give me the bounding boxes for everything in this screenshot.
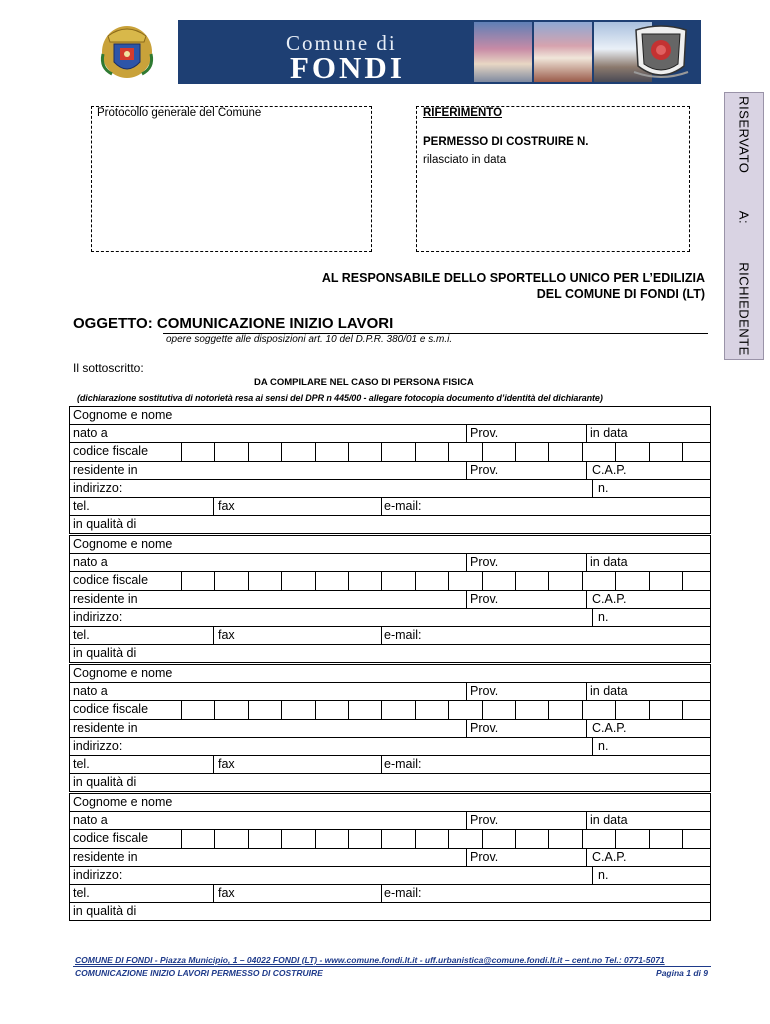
cap-label: C.A.P. [592,462,627,477]
tax-code-cell[interactable] [548,443,582,460]
tax-code-cell[interactable] [615,572,649,589]
tax-code-cell[interactable] [582,572,616,589]
cell-divider [592,867,593,884]
cell-divider [586,812,587,829]
tax-code-cell[interactable] [482,572,516,589]
tax-code-cell[interactable] [482,830,516,847]
fax-label: fax [218,627,235,642]
cell-divider [586,849,587,866]
tel-label: tel. [73,756,90,771]
tax-code-cell[interactable] [315,572,349,589]
address-row [70,608,710,626]
footer-contact: COMUNE DI FONDI - Piazza Municipio, 1 – 04022 FONDI (LT) - www.comune.fondi.lt.it - uff.urbanistica@comune.fondi.lt.it – cent.no Tel.: 0771-5071 [75,955,665,965]
name-label: Cognome e nome [73,408,173,422]
address-label: indirizzo: [73,867,123,882]
subject-note: opere soggette alle disposizioni art. 10 del D.P.R. 380/01 e s.m.i. [166,334,453,345]
role-row [70,773,710,791]
tax-code-label: codice fiscale [73,702,149,717]
number-label: n. [598,738,609,753]
tax-code-cell[interactable] [281,830,315,847]
tax-code-cell[interactable] [682,443,716,460]
tax-code-cell[interactable] [348,701,382,718]
tax-code-cell[interactable] [515,701,549,718]
cell-divider [381,756,382,773]
address-label: indirizzo: [73,609,123,624]
cap-label: C.A.P. [592,591,627,606]
tel-label: tel. [73,498,90,513]
protocol-box [91,106,372,252]
person-block-1 [69,406,711,534]
tax-code-cell[interactable] [181,572,215,589]
banner-town-text: Comune di [286,31,397,55]
tax-code-cell[interactable] [515,443,549,460]
subject-title: OGGETTO: COMUNICAZIONE INIZIO LAVORI [73,315,394,332]
cell-divider [586,462,587,479]
tax-code-cell[interactable] [381,572,415,589]
tax-code-cell[interactable] [348,443,382,460]
name-label: Cognome e nome [73,666,173,680]
number-label: n. [598,609,609,624]
tax-code-label: codice fiscale [73,573,149,588]
tax-code-cell[interactable] [315,701,349,718]
tax-code-cell[interactable] [582,830,616,847]
cap-label: C.A.P. [592,720,627,735]
residence-label: residente in [73,462,138,477]
name-label: Cognome e nome [73,537,173,551]
tax-code-cell[interactable] [381,443,415,460]
tax-code-cell[interactable] [181,701,215,718]
fax-label: fax [218,885,235,900]
cell-divider [213,498,214,515]
contact-row [70,884,710,902]
date-label: in data [590,684,628,699]
addressee-line2: DEL COMUNE DI FONDI (LT) [536,287,705,301]
residence-label: residente in [73,849,138,864]
tax-code-cell[interactable] [682,572,716,589]
cell-divider [586,720,587,737]
cell-divider [586,591,587,608]
residence-row [70,719,710,737]
tax-code-cell[interactable] [214,830,248,847]
tax-code-cell[interactable] [515,572,549,589]
tax-code-cell[interactable] [415,572,449,589]
tax-code-cell[interactable] [415,830,449,847]
cell-divider [381,498,382,515]
cell-divider [466,462,467,479]
birth-row [70,682,710,700]
prov-label: Prov. [470,591,499,606]
number-label: n. [598,867,609,882]
role-label: in qualità di [73,517,137,532]
tax-code-cell[interactable] [649,572,683,589]
date-label: in data [590,426,628,441]
fax-label: fax [218,756,235,771]
tax-code-cell[interactable] [281,443,315,460]
name-row [70,794,710,811]
cell-divider [466,554,467,571]
birthplace-label: nato a [73,426,108,441]
birthplace-label: nato a [73,684,108,699]
tax-code-cell[interactable] [548,572,582,589]
person-block-4 [69,793,711,921]
tax-code-cell[interactable] [615,701,649,718]
contact-row [70,626,710,644]
tax-code-cell[interactable] [615,830,649,847]
tel-label: tel. [73,627,90,642]
tax-code-cell[interactable] [281,572,315,589]
reference-title: RIFERIMENTO [423,107,503,119]
name-label: Cognome e nome [73,795,173,809]
address-label: indirizzo: [73,480,123,495]
cell-divider [213,627,214,644]
tax-code-cell[interactable] [548,830,582,847]
name-row [70,536,710,553]
tax-code-cell[interactable] [548,701,582,718]
tax-code-cell[interactable] [248,572,282,589]
role-label: in qualità di [73,904,137,919]
banner-photo [474,22,532,82]
tax-code-cell[interactable] [448,443,482,460]
role-row [70,515,710,533]
cell-divider [213,885,214,902]
coat-of-arms-logo [98,18,156,82]
name-row [70,665,710,682]
cell-divider [592,609,593,626]
email-label: e-mail: [384,627,422,642]
tax-code-row [70,571,710,589]
email-label: e-mail: [384,498,422,513]
protocol-title: Protocollo generale del Comune [97,107,262,119]
tax-code-cell[interactable] [582,701,616,718]
tax-code-cell[interactable] [315,830,349,847]
prov-label: Prov. [470,813,499,828]
birthplace-label: nato a [73,813,108,828]
tax-code-label: codice fiscale [73,444,149,459]
address-label: indirizzo: [73,738,123,753]
tax-code-row [70,700,710,718]
reference-permit-number: PERMESSO DI COSTRUIRE N. [423,136,589,148]
birth-row [70,424,710,442]
tax-code-cell[interactable] [381,830,415,847]
section-title: DA COMPILARE NEL CASO DI PERSONA FISICA [254,377,474,388]
tax-code-cell[interactable] [615,443,649,460]
banner-photo [534,22,592,82]
tax-code-cell[interactable] [214,443,248,460]
tax-code-cell[interactable] [649,443,683,460]
cell-divider [586,683,587,700]
fax-label: fax [218,498,235,513]
residence-label: residente in [73,591,138,606]
tax-code-cell[interactable] [214,572,248,589]
residence-row [70,848,710,866]
intro-text: Il sottoscritto: [73,361,144,375]
tax-code-label: codice fiscale [73,831,149,846]
residence-label: residente in [73,720,138,735]
cell-divider [381,627,382,644]
birthplace-label: nato a [73,555,108,570]
banner-town-name: FONDI [290,50,405,85]
person-block-2 [69,535,711,663]
tax-code-cell[interactable] [515,830,549,847]
tax-code-cell[interactable] [315,443,349,460]
tax-code-cell[interactable] [348,830,382,847]
tax-code-cell[interactable] [582,443,616,460]
reference-box [416,106,690,252]
prov-label: Prov. [470,684,499,699]
role-label: in qualità di [73,775,137,790]
tax-code-cell[interactable] [248,701,282,718]
tax-code-cell[interactable] [482,701,516,718]
header-banner [178,20,701,84]
tax-code-cell[interactable] [381,701,415,718]
role-label: in qualità di [73,646,137,661]
cell-divider [466,849,467,866]
tax-code-cell[interactable] [415,443,449,460]
tax-code-cell[interactable] [181,830,215,847]
date-label: in data [590,555,628,570]
contact-row [70,497,710,515]
cell-divider [466,591,467,608]
declaration-note: (dichiarazione sostitutiva di notorietà resa ai sensi del DPR n 445/00 - allegare fotocopia documento d’identità del dichiarante) [77,393,603,403]
address-row [70,479,710,497]
residence-row [70,590,710,608]
prov-label: Prov. [470,555,499,570]
emblem-logo [628,22,694,82]
name-row [70,407,710,424]
tax-code-row [70,442,710,460]
address-row [70,737,710,755]
addressee-line1: AL RESPONSABILE DELLO SPORTELLO UNICO PER L’EDILIZIA [321,271,705,285]
email-label: e-mail: [384,885,422,900]
address-row [70,866,710,884]
tax-code-cell[interactable] [649,830,683,847]
prov-label: Prov. [470,462,499,477]
cell-divider [381,885,382,902]
tax-code-cell[interactable] [248,443,282,460]
email-label: e-mail: [384,756,422,771]
person-block-3 [69,664,711,792]
cell-divider [466,720,467,737]
cell-divider [592,738,593,755]
tax-code-cell[interactable] [448,701,482,718]
tax-code-cell[interactable] [281,701,315,718]
footer-document-title: COMUNICAZIONE INIZIO LAVORI PERMESSO DI COSTRUIRE [75,968,323,978]
birth-row [70,553,710,571]
reference-issue-date: rilasciato in data [423,154,507,166]
tax-code-cell[interactable] [248,830,282,847]
number-label: n. [598,480,609,495]
footer-rule [73,966,711,967]
cell-divider [586,425,587,442]
side-label: RISERVATO A: RICHIEDENTE [736,96,752,356]
reserved-side-panel [724,92,764,360]
tax-code-cell[interactable] [482,443,516,460]
role-row [70,644,710,662]
prov-label: Prov. [470,849,499,864]
contact-row [70,755,710,773]
tax-code-cell[interactable] [181,443,215,460]
cell-divider [466,425,467,442]
tax-code-cell[interactable] [214,701,248,718]
cell-divider [466,812,467,829]
tax-code-cell[interactable] [448,572,482,589]
residence-row [70,461,710,479]
cap-label: C.A.P. [592,849,627,864]
prov-label: Prov. [470,720,499,735]
tax-code-cell[interactable] [348,572,382,589]
tax-code-cell[interactable] [649,701,683,718]
cell-divider [586,554,587,571]
role-row [70,902,710,920]
birth-row [70,811,710,829]
date-label: in data [590,813,628,828]
tax-code-cell[interactable] [415,701,449,718]
tax-code-cell[interactable] [448,830,482,847]
cell-divider [592,480,593,497]
tel-label: tel. [73,885,90,900]
tax-code-cell[interactable] [682,830,716,847]
tax-code-cell[interactable] [682,701,716,718]
footer-page-number: Pagina 1 di 9 [656,968,708,978]
cell-divider [213,756,214,773]
tax-code-row [70,829,710,847]
prov-label: Prov. [470,426,499,441]
cell-divider [466,683,467,700]
